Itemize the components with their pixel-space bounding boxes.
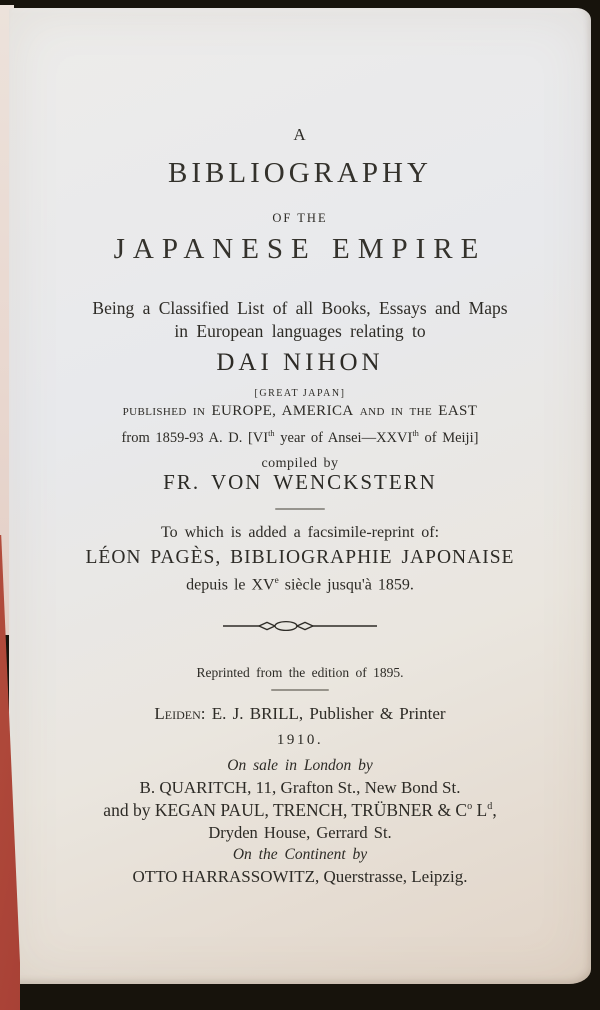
publication-date-line: from 1859-93 A. D. [VIth year of Ansei—XXVIth of Meiji]	[121, 429, 479, 446]
london-agent-2: and by KEGAN PAUL, TRENCH, TRÜBNER & $C^o$ $L^d$,	[103, 800, 497, 820]
facsimile-title: LÉON PAGÈS, BIBLIOGRAPHIE JAPONAISE	[85, 547, 515, 568]
london-agent-1: B. QUARITCH, 11, Grafton St., New Bond St.	[139, 778, 461, 797]
title-page-paper	[9, 8, 591, 984]
ornament-divider	[223, 618, 377, 634]
compiled-by-label: compiled by	[261, 456, 339, 471]
london-agent-address: Dryden House, Gerrard St.	[208, 823, 392, 842]
native-title-gloss: [GREAT JAPAN]	[254, 388, 346, 399]
subtitle-line-1: Being a Classified List of all Books, Essays and Maps	[92, 298, 508, 318]
compiler-name: FR. VON WENCKSTERN	[163, 470, 437, 494]
publisher-line: Leiden: E. J. BRILL, Publisher & Printer	[154, 704, 446, 723]
main-title: BIBLIOGRAPHY	[168, 157, 432, 189]
of-the-label: OF THE	[272, 211, 328, 225]
divider-rule-top	[275, 508, 325, 510]
subject-title: JAPANESE EMPIRE	[113, 233, 487, 265]
publication-year: 1910.	[276, 732, 324, 748]
half-title-article: A	[293, 125, 307, 144]
facsimile-intro: To which is added a facsimile-reprint of:	[160, 524, 440, 541]
subtitle-line-2: in European languages relating to	[174, 321, 426, 341]
edition-note: Reprinted from the edition of 1895.	[196, 665, 404, 680]
continent-sale-heading: On the Continent by	[232, 846, 368, 863]
native-title: DAI NIHON	[216, 349, 384, 376]
divider-rule-bottom	[271, 689, 329, 691]
continent-agent: OTTO HARRASSOWITZ, Querstrasse, Leipzig.	[132, 867, 468, 886]
facsimile-period: depuis le XVe siècle jusqu'à 1859.	[186, 576, 414, 594]
publication-scope-line: published in EUROPE, AMERICA and in the EAST	[122, 403, 478, 419]
london-sale-heading: On sale in London by	[227, 757, 373, 774]
